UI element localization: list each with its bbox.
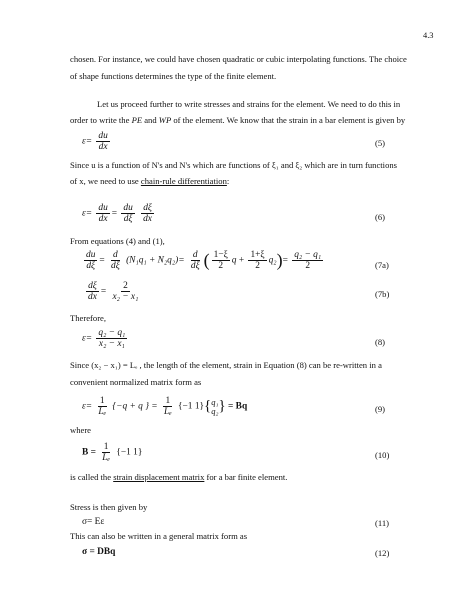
eq10-row-vector: {−1 1} bbox=[116, 447, 143, 458]
p2-text-b: and bbox=[142, 115, 159, 125]
eq7a-n2: d bbox=[113, 250, 118, 260]
page-number: 4.3 bbox=[423, 31, 434, 40]
eq7b-n1: dξ bbox=[88, 281, 97, 291]
eq10-lhs: B = bbox=[82, 447, 96, 458]
called-text bbox=[70, 472, 287, 483]
eq5-num: du bbox=[98, 131, 108, 141]
eq6-frac1 bbox=[96, 203, 109, 224]
since-line1: Since (x₂ − x₁) = Lₑ , the length of the element, strain in Equation (8) can be re-written in a bbox=[70, 360, 382, 370]
p3-text-b: : bbox=[226, 176, 230, 186]
eq7a-mid: (N₁q₁ + N₂q₂)= bbox=[126, 255, 185, 266]
eq7a-frac6 bbox=[292, 250, 323, 271]
p2-text-a: order to write the bbox=[70, 115, 132, 125]
eq7a-equals: = bbox=[282, 255, 288, 266]
eq7a-d4: 2 bbox=[218, 261, 224, 271]
eq6-d2: dξ bbox=[123, 214, 133, 224]
eq6-d1: dx bbox=[98, 214, 108, 224]
from-equations-text: From equations (4) and (1), bbox=[70, 236, 165, 246]
p2-line2 bbox=[70, 115, 405, 126]
eq9-d2: Lₑ bbox=[163, 407, 172, 417]
eq7b-frac2 bbox=[111, 281, 141, 302]
eq7a-d3: dξ bbox=[190, 261, 200, 271]
p3-line1: Since u is a function of N's and N's which are functions of ξ₁ and ξ₂ which are in turn functions bbox=[70, 160, 398, 170]
p2-line1: Let us proceed further to write stresses and strains for the element. We need to do this in bbox=[97, 99, 401, 109]
called-text-a: is called the bbox=[70, 472, 114, 482]
eq9-mid: {−q + q } = bbox=[112, 401, 158, 412]
eq7a-frac5 bbox=[248, 250, 266, 271]
eq10-d1: Lₑ bbox=[102, 453, 110, 463]
eq8-frac bbox=[96, 328, 127, 349]
p3-text-a: of x, we need to use bbox=[70, 176, 141, 186]
eq7b-n2: 2 bbox=[123, 281, 128, 291]
p3-line2 bbox=[70, 176, 229, 187]
eq5-lhs: ε= bbox=[82, 136, 93, 147]
eq7b-d1: dx bbox=[88, 292, 97, 302]
eq7b-equals: = bbox=[100, 286, 107, 297]
eq7a-d1: dξ bbox=[86, 261, 96, 271]
eq10-frac bbox=[100, 442, 112, 463]
eq9-n2: 1 bbox=[165, 396, 171, 406]
p2-wp: WP bbox=[158, 115, 172, 125]
eq7a-frac3 bbox=[189, 250, 202, 271]
eq7a-plus: + bbox=[238, 255, 245, 266]
stress-given-text: Stress is then given by bbox=[70, 502, 148, 512]
eq7a-frac1 bbox=[84, 250, 97, 271]
eq5-frac bbox=[96, 131, 109, 152]
eq6-frac2 bbox=[121, 203, 134, 224]
eq7a-n3: d bbox=[192, 250, 198, 260]
eq7a-frac4 bbox=[212, 250, 230, 271]
strain-displacement-link[interactable]: strain displacement matrix bbox=[113, 472, 205, 482]
therefore-text: Therefore, bbox=[70, 313, 107, 323]
equation-5 bbox=[82, 131, 112, 152]
eq9-number: (9) bbox=[375, 404, 386, 414]
eq7a-frac2 bbox=[109, 250, 122, 271]
eq5-den: dx bbox=[98, 142, 108, 152]
eq10-n1: 1 bbox=[103, 442, 109, 452]
eq7a-number: (7a) bbox=[375, 260, 389, 270]
equation-12: σ = DBq bbox=[82, 547, 116, 557]
p1-line2: of shape functions determines the type of the finite element. bbox=[70, 71, 277, 81]
eq6-d3: dx bbox=[143, 214, 152, 224]
eq8-lhs: ε= bbox=[82, 333, 93, 344]
eq9-lhs: ε= bbox=[82, 401, 93, 412]
since-line2: convenient normalized matrix form as bbox=[70, 377, 202, 387]
equation-7a: $\frac{du}{d\xi}$ = $\frac{d}{d\xi}$ (N₁q₁ + N₂q₂)= $\frac{d}{d\xi}$ ( $\frac{1-\xi}{2}$ q + $\frac{1+\xi}{2}$ q₂)= $\frac{\text{q₂ − q₁}}{2}$ bbox=[86, 250, 322, 271]
eq9-n1: 1 bbox=[99, 396, 105, 406]
eq10-number: (10) bbox=[375, 450, 390, 460]
eq9-rhs: = Bq bbox=[228, 401, 248, 412]
eq8-den: x₂ − x₁ bbox=[98, 339, 125, 349]
eq7b-frac1 bbox=[86, 281, 99, 302]
eq9-frac2 bbox=[162, 396, 174, 417]
eq6-n1: du bbox=[98, 203, 108, 213]
p2-text-c: of the element. We know that the strain in a bar element is given by bbox=[171, 115, 406, 125]
eq6-n3: dξ bbox=[143, 203, 152, 213]
general-form-text: This can also be written in a general matrix form as bbox=[70, 531, 248, 541]
eq8-number: (8) bbox=[375, 337, 386, 347]
eq6-frac3 bbox=[141, 203, 154, 224]
equation-7b bbox=[84, 281, 142, 302]
eq8-num: q₂ − q₁ bbox=[98, 328, 126, 338]
eq7a-d5: 2 bbox=[255, 261, 260, 271]
equation-9: ε= $\frac{1}{\text{Lₑ}}$ {−q + q } = $\frac{1}{\text{Lₑ}}$ {−1 1}{ q₁ q₂ } = Bq bbox=[82, 396, 248, 417]
where-text: where bbox=[70, 425, 91, 435]
p1-line1: chosen. For instance, we could have chosen quadratic or cubic interpolating functions. The choice bbox=[70, 54, 407, 64]
eq6-n2: du bbox=[123, 203, 133, 213]
eq7a-d2: dξ bbox=[111, 261, 120, 271]
eq7b-number: (7b) bbox=[375, 289, 390, 299]
equation-11: σ= Eε bbox=[82, 517, 105, 527]
eq9-row-vector: {−1 1} bbox=[178, 401, 205, 412]
chain-rule-link[interactable]: chain-rule differentiation bbox=[140, 176, 227, 186]
eq5-number: (5) bbox=[375, 138, 386, 148]
equation-10 bbox=[82, 442, 142, 463]
eq7a-q1: q bbox=[231, 255, 237, 266]
eq7b-d2: x₂ − x₁ bbox=[112, 292, 139, 302]
eq9-frac1 bbox=[96, 396, 108, 417]
p2-pe: PE bbox=[131, 115, 143, 125]
eq7a-n6: q₂ − q₁ bbox=[294, 250, 322, 260]
eq9-v2: q₂ bbox=[211, 405, 219, 416]
eq9-d1: Lₑ bbox=[98, 407, 107, 417]
eq7a-n1: du bbox=[86, 250, 96, 260]
equation-8 bbox=[82, 328, 129, 349]
eq7a-n4: 1−ξ bbox=[213, 250, 228, 260]
eq6-number: (6) bbox=[375, 212, 386, 222]
equation-6: ε= $\frac{du}{dx}$ = $\frac{du}{d\xi}$ $\frac{d\xi}{dx}$ bbox=[82, 203, 152, 224]
eq6-lhs: ε= bbox=[82, 208, 93, 219]
eq11-number: (11) bbox=[375, 518, 389, 528]
eq9-v1: q₁ bbox=[211, 396, 219, 407]
eq12-number: (12) bbox=[375, 548, 390, 558]
eq7a-d6: 2 bbox=[305, 261, 310, 271]
eq7a-n5: 1+ξ bbox=[250, 250, 265, 260]
eq7a-q2: q₂ bbox=[268, 255, 277, 266]
called-text-b: for a bar finite element. bbox=[204, 472, 288, 482]
